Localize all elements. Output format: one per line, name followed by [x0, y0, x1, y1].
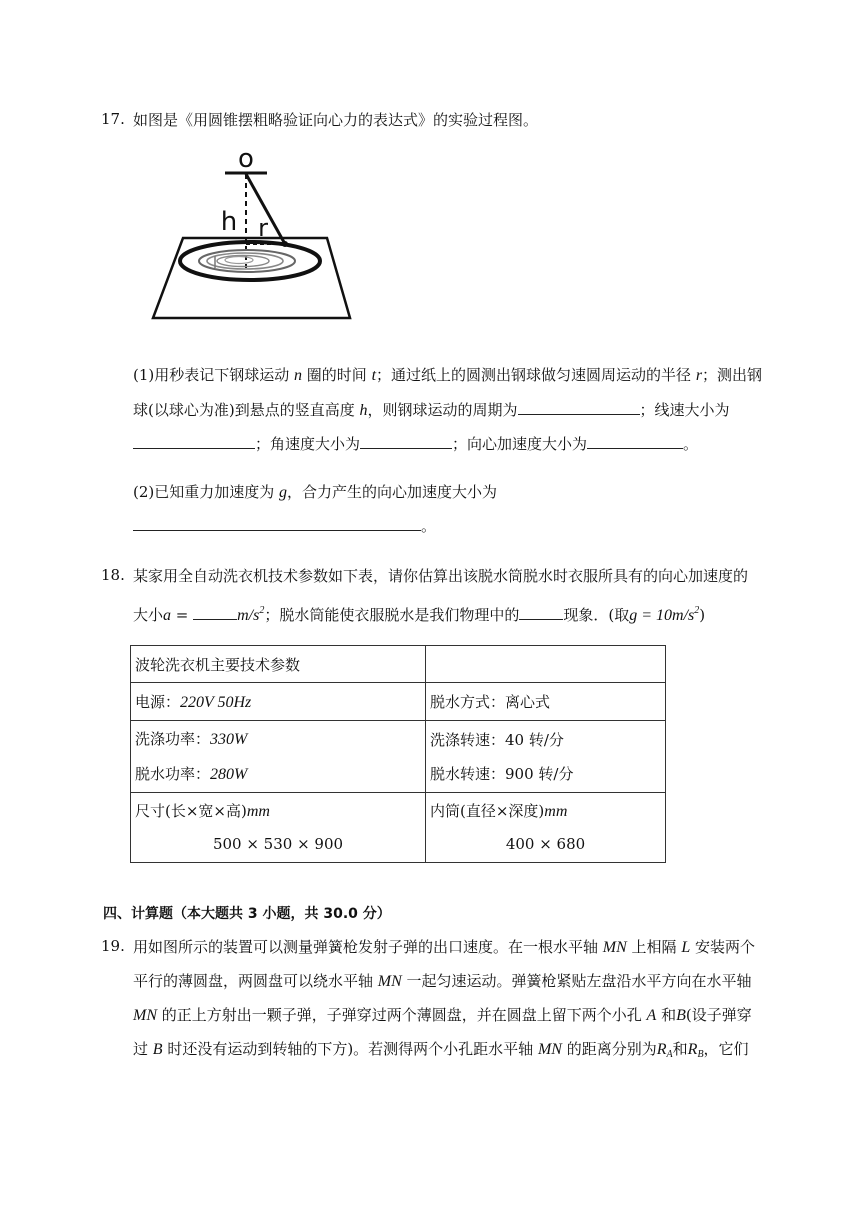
- q17-part2-line2: [133, 516, 436, 536]
- text: 。: [683, 435, 699, 453]
- text: ；测出钢: [702, 366, 763, 384]
- var-b: B: [152, 1041, 163, 1058]
- label-r: r: [258, 214, 268, 242]
- var-mn: MN: [377, 973, 402, 990]
- cell-line: 500 × 530 × 900: [212, 835, 344, 853]
- cell-line: 脱水转速：900 转/分: [430, 764, 574, 783]
- cell-line: 洗涤转速：40 转/分: [430, 730, 564, 749]
- text: (1)用秒表记下钢球运动: [133, 366, 295, 384]
- var-t: t: [371, 367, 377, 384]
- q18-line2: [133, 601, 705, 626]
- subscript: B: [697, 1049, 704, 1060]
- table-cell: 波轮洗衣机主要技术参数: [131, 646, 426, 683]
- table-row: [131, 793, 666, 863]
- q19-line1: [133, 937, 755, 958]
- text: 电源：: [135, 693, 181, 711]
- text: 。: [421, 517, 437, 535]
- text: 过: [133, 1040, 153, 1058]
- text: 大小: [133, 606, 164, 624]
- var-mn: MN: [133, 1007, 157, 1024]
- phenomenon-blank[interactable]: [519, 605, 563, 620]
- q18-number: 18.: [101, 566, 125, 584]
- text: ；线速大小为: [639, 401, 730, 419]
- cell-line: [135, 795, 421, 828]
- text: 尺寸(长×宽×高): [135, 802, 247, 820]
- text: ，合力产生的向心加速度大小为: [287, 483, 498, 501]
- text: 安装两个: [690, 938, 756, 956]
- washer-spec-table: [130, 645, 666, 863]
- text: ；脱水筒能使衣服脱水是我们物理中的: [264, 606, 520, 624]
- text: 平行的薄圆盘，两圆盘可以绕水平轴: [133, 972, 378, 990]
- value: 220V 50Hz: [180, 694, 252, 711]
- value: 280W: [210, 765, 248, 783]
- var-l: L: [681, 939, 691, 956]
- q19-number: 19.: [101, 937, 125, 955]
- text: 上相隔: [626, 938, 682, 956]
- text: 洗涤功率：: [135, 729, 211, 748]
- label-o: o: [238, 144, 254, 174]
- cell-line: 400 × 680: [505, 835, 586, 853]
- conical-pendulum-figure: [145, 140, 360, 325]
- cell-line: [430, 795, 661, 828]
- var-ra: R: [656, 1041, 667, 1058]
- unit: m/s: [237, 607, 260, 624]
- text: ；通过纸上的圆测出钢球做匀速圆周运动的半径: [376, 366, 696, 384]
- cell-line: [135, 722, 421, 757]
- linear-speed-blank[interactable]: [133, 434, 255, 449]
- text: 用如图所示的装置可以测量弹簧枪发射子弹的出口速度。在一根水平轴: [133, 938, 603, 956]
- text: ，则钢球运动的周期为: [367, 401, 518, 419]
- q19-line3: [133, 1005, 752, 1026]
- text: 和: [672, 1040, 688, 1058]
- table-cell: [426, 793, 666, 863]
- subscript: A: [666, 1049, 673, 1060]
- cell-line: [135, 757, 421, 792]
- text: 球(以球心为准)到悬点的竖直高度: [133, 401, 360, 419]
- equals: =: [171, 606, 194, 624]
- text: 时还没有运动到转轴的下方)。若测得两个小孔距水平轴: [162, 1040, 538, 1058]
- var-a: a: [163, 607, 172, 624]
- text: 和: [656, 1006, 677, 1024]
- var-rb: R: [687, 1041, 698, 1058]
- text: ，它们: [703, 1040, 749, 1058]
- text: (设子弹穿: [685, 1006, 752, 1024]
- text: ；角速度大小为: [255, 435, 361, 453]
- text: 脱水功率：: [135, 764, 211, 783]
- table-row: [131, 721, 666, 793]
- exponent: 2: [694, 605, 700, 616]
- table-cell: [426, 721, 666, 793]
- text: 的正上方射出一颗子弹，子弹穿过两个薄圆盘，并在圆盘上留下两个小孔: [157, 1006, 647, 1024]
- text: 一起匀速运动。弹簧枪紧贴左盘沿水平方向在水平轴: [401, 972, 752, 990]
- centripetal-accel-blank[interactable]: [587, 434, 683, 449]
- exponent: 2: [259, 605, 265, 616]
- var-g: g: [279, 484, 288, 501]
- q17-part1-line3: [133, 434, 698, 454]
- unit: mm: [544, 803, 568, 820]
- outer-circle-ellipse: [180, 242, 320, 280]
- g-value: g = 10m/s: [629, 607, 695, 624]
- text: 现象．(取: [563, 606, 630, 624]
- var-n: n: [294, 367, 303, 384]
- q17-stem: [133, 110, 538, 130]
- text: ；向心加速度大小为: [452, 435, 588, 453]
- var-a: A: [646, 1007, 657, 1024]
- table-cell: [131, 721, 426, 793]
- var-mn: MN: [602, 939, 627, 956]
- text: ): [699, 606, 706, 624]
- period-blank[interactable]: [518, 400, 640, 415]
- table-cell: [131, 793, 426, 863]
- var-b: B: [676, 1007, 686, 1024]
- text: 圈的时间: [302, 366, 372, 384]
- unit: mm: [246, 803, 270, 820]
- q17-number: 17.: [101, 110, 125, 128]
- table-cell: [426, 646, 666, 683]
- trace-ellipse-4: [225, 257, 253, 264]
- text: (2)已知重力加速度为: [133, 483, 280, 501]
- table-cell: 脱水方式：离心式: [426, 683, 666, 721]
- q19-line2: [133, 971, 752, 992]
- acceleration-blank[interactable]: [193, 605, 237, 620]
- section-heading: 四、计算题（本大题共 3 小题，共 30.0 分）: [103, 906, 391, 922]
- label-h: h: [220, 207, 238, 237]
- angular-speed-blank[interactable]: [360, 434, 452, 449]
- table-cell: [131, 683, 426, 721]
- q17-part1-line1: [133, 365, 762, 386]
- q18-line1: 某家用全自动洗衣机技术参数如下表，请你估算出该脱水筒脱水时衣服所具有的向心加速度的: [133, 567, 749, 585]
- table-row: [131, 683, 666, 721]
- var-mn: MN: [537, 1041, 562, 1058]
- net-force-accel-blank[interactable]: [133, 516, 421, 531]
- value: 330W: [210, 730, 248, 748]
- q17-stem-text: 如图是《用圆锥摆粗略验证向心力的表达式》的实验过程图。: [133, 111, 539, 129]
- q19-line4: [133, 1039, 749, 1065]
- q17-part1-line2: [133, 400, 730, 421]
- var-h: h: [359, 402, 368, 419]
- text: 内筒(直径×深度): [430, 802, 545, 820]
- table-row: [131, 646, 666, 683]
- var-r: r: [695, 367, 703, 384]
- q17-part2-line1: [133, 482, 497, 503]
- text: 的距离分别为: [561, 1040, 657, 1058]
